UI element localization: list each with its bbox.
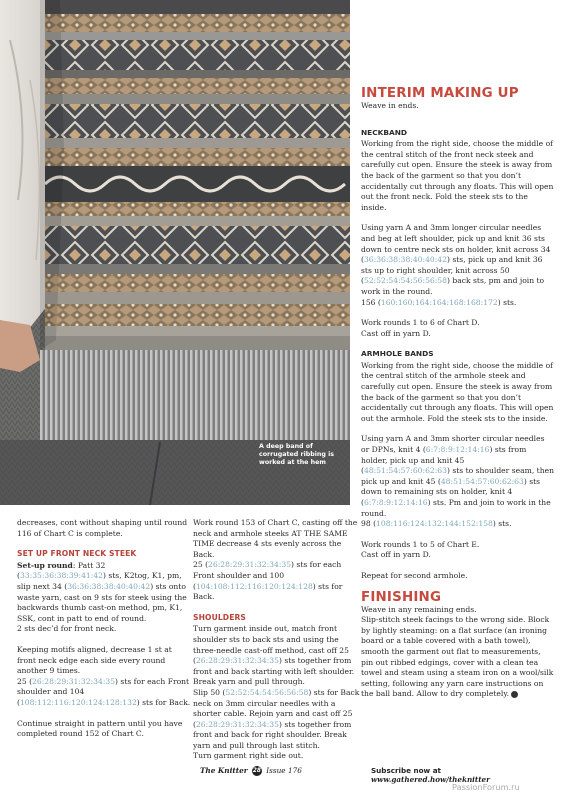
text: ) sts down to remaining sts on holder, knit 4 ( bbox=[361, 476, 541, 507]
text: Working from the right side, choose the middle of the central stitch of the armhole steek and carefully cut open. Ensure the steek is away from the back of the garment so that you don’t accidentally cut through any floats. This will open out the armhole. Fold the steek sts to the inside. bbox=[361, 360, 554, 423]
text: Keeping motifs aligned, decrease 1 st at front neck edge each side every round another 9 times. bbox=[17, 644, 172, 676]
paragraph bbox=[361, 519, 555, 530]
size-values: 36:36:38:38:40:40:42 bbox=[363, 255, 447, 265]
paragraph bbox=[17, 624, 193, 635]
paragraph bbox=[17, 561, 193, 625]
text: decreases, cont without shaping until round 116 of Chart C is complete. bbox=[17, 518, 188, 538]
end-mark-icon bbox=[511, 691, 518, 698]
size-values: 108:112:116:120:124:128:132 bbox=[19, 697, 137, 707]
text: Slip-stitch steek facings to the wrong side. Block by lightly steaming: on a flat surface (an ironing board or a table covered with a bath towel), smooth the garment out flat to measurements, pin out ribbed edgings, cover with a clean tea towel and steam using a steam iron on a wool/silk setting, following any yarn care instructions on the ball band. Allow to dry completely. bbox=[361, 615, 554, 699]
size-values: 52:52:54:54:56:56:58 bbox=[363, 276, 447, 286]
text: Work round 153 of Chart C, casting off the neck and armhole steeks AT THE SAME TIME decrease 4 sts evenly across the Back. bbox=[193, 518, 358, 559]
text: ) sts for Back neck on 3mm circular needles with a shorter cable. Rejoin yarn and cast off 25 ( bbox=[193, 687, 360, 729]
text: Weave in any remaining ends. bbox=[361, 604, 477, 614]
text: ) sts. Pm and join to work in the round. bbox=[361, 498, 551, 518]
text: Weave in ends. bbox=[361, 101, 419, 110]
size-values: 108:116:124:132:144:152:158 bbox=[376, 519, 493, 529]
text: Using yarn A and 3mm longer circular needles and beg at left shoulder, pick up and knit 36 sts down to centre neck sts on holder, knit across 34 ( bbox=[361, 223, 551, 265]
text: ) sts. bbox=[497, 297, 517, 307]
size-values: 160:160:164:164:168:168:172 bbox=[380, 297, 498, 307]
text: 2 sts dec’d for front neck. bbox=[17, 624, 117, 634]
paragraph bbox=[193, 624, 361, 762]
paragraph bbox=[361, 329, 555, 340]
text: Continue straight in pattern until you have completed round 152 of Chart C. bbox=[17, 718, 183, 739]
paragraph bbox=[17, 677, 193, 709]
size-values: 33:35:36:38:39:41:42 bbox=[19, 571, 103, 581]
text: Turn garment right side out. bbox=[193, 751, 304, 761]
text: 98 ( bbox=[361, 519, 377, 529]
garment-photo bbox=[0, 0, 350, 505]
subscribe-link[interactable]: www.gathered.how/theknitter bbox=[371, 775, 490, 784]
section-heading-finishing: FINISHING bbox=[361, 589, 442, 605]
text: Cast off in yarn D. bbox=[361, 550, 431, 560]
text: ) sts for Back. bbox=[193, 581, 343, 602]
column-middle bbox=[193, 518, 361, 762]
text: ) back sts, pm and join to work in the round. bbox=[361, 276, 545, 296]
text: ) sts for each Front shoulder and 104 ( bbox=[17, 676, 190, 707]
text: 156 ( bbox=[361, 297, 381, 307]
text: ) sts. bbox=[492, 519, 512, 529]
text: Slip 50 ( bbox=[193, 687, 226, 697]
page-footer bbox=[196, 765, 556, 784]
text: ) sts together from front and back starting with left shoulder. Break yarn and pull through. bbox=[193, 656, 355, 687]
size-values: 48:51:54:57:60:62:63 bbox=[363, 466, 447, 476]
subscribe-prefix: Subscribe now at bbox=[371, 766, 441, 775]
text: Cast off in yarn D. bbox=[361, 328, 431, 338]
text: ) sts from holder, pick up and knit 45 ( bbox=[361, 445, 527, 476]
text: Repeat for second armhole. bbox=[361, 570, 468, 580]
size-values: 36:36:38:38:40:40:42 bbox=[67, 581, 151, 591]
photo-caption: A deep band of corrugated ribbing is worked at the hem bbox=[259, 443, 335, 467]
paragraph bbox=[361, 101, 555, 112]
size-values: 52:52:54:54:56:56:58 bbox=[225, 687, 309, 697]
issue-label: Issue 176 bbox=[266, 766, 302, 775]
paragraph bbox=[361, 318, 555, 329]
column-right bbox=[361, 86, 555, 710]
paragraph bbox=[361, 139, 555, 213]
paragraph bbox=[361, 298, 555, 309]
size-values: 6:7:8:9:12:14:16 bbox=[425, 445, 490, 455]
magazine-name: The Knitter bbox=[200, 766, 248, 775]
text: Work rounds 1 to 6 of Chart D. bbox=[361, 318, 480, 328]
section-heading-shoulders: SHOULDERS bbox=[193, 612, 246, 622]
text: ) sts to shoulder seam, then pick up and knit 45 ( bbox=[361, 466, 554, 486]
paragraph bbox=[361, 550, 555, 561]
text: ) sts, pick up and knit 36 sts up to right shoulder, knit across 50 ( bbox=[361, 255, 543, 286]
section-heading-armhole-bands: ARMHOLE BANDS bbox=[361, 349, 434, 359]
size-values: 26:28:29:31:32:34:35 bbox=[195, 656, 279, 666]
size-values: 48:51:54:57:60:62:63 bbox=[440, 476, 524, 486]
paragraph bbox=[361, 223, 555, 297]
text: 25 ( bbox=[193, 560, 209, 570]
section-heading-front-neck-steek: SET UP FRONT NECK STEEK bbox=[17, 549, 137, 559]
section-heading-interim-making-up: INTERIM MAKING UP bbox=[361, 86, 519, 101]
page-number-badge: 28 bbox=[252, 768, 261, 774]
text: ) sts together from front and back for right shoulder. Break yarn and pull through last stitch. bbox=[193, 719, 352, 750]
size-values: 104:108:112:116:120:124:128 bbox=[195, 581, 313, 591]
size-values: 26:28:29:31:32:34:35 bbox=[32, 676, 116, 686]
text: 25 ( bbox=[17, 676, 33, 686]
footer-magazine bbox=[200, 766, 302, 776]
text: ) sts for Back. bbox=[136, 697, 191, 707]
paragraph bbox=[361, 615, 555, 700]
text: Set-up round bbox=[17, 560, 73, 570]
paragraph bbox=[361, 361, 555, 425]
text: Using yarn A and 3mm shorter circular needles or DPNs, knit 4 ( bbox=[361, 434, 545, 455]
paragraph bbox=[361, 434, 555, 519]
paragraph bbox=[17, 719, 193, 740]
text: Working from the right side, choose the middle of the central stitch of the front neck steek and carefully cut open. Ensure the steek is away from the back of the garment so that you don’t accidentally cut through any floats. This will open out the front neck. Fold the steek sts to the inside. bbox=[361, 139, 554, 212]
column-left bbox=[17, 518, 193, 750]
paragraph bbox=[361, 571, 555, 582]
text: ) sts, K2tog, K1, pm, slip next 34 ( bbox=[17, 571, 182, 591]
size-values: 26:28:29:31:32:34:35 bbox=[208, 560, 292, 570]
paragraph bbox=[193, 518, 361, 603]
paragraph bbox=[361, 605, 555, 616]
text: Work rounds 1 to 5 of Chart E. bbox=[361, 539, 480, 549]
text: ) sts for each Front shoulder and 100 ( bbox=[193, 560, 342, 591]
size-values: 26:28:29:31:32:34:35 bbox=[195, 719, 279, 729]
fair-isle-vest-illustration bbox=[0, 0, 350, 505]
paragraph bbox=[361, 540, 555, 551]
text: ) sts onto waste yarn, cast on 9 sts for steek using the backwards thumb cast-on method, pm, K1, SSK, cont in patt to end of round. bbox=[17, 581, 187, 623]
text: Turn garment inside out, match front shoulder sts to back sts and using the three-needle cast-off method, cast off 25 ( bbox=[193, 624, 349, 666]
watermark: PassionForum.ru bbox=[452, 782, 520, 792]
section-heading-neckband: NECKBAND bbox=[361, 127, 408, 137]
size-values: 6:7:8:9:12:14:16 bbox=[363, 498, 428, 507]
paragraph bbox=[17, 645, 193, 677]
text: : Patt 32 ( bbox=[17, 560, 106, 581]
paragraph bbox=[17, 518, 193, 539]
